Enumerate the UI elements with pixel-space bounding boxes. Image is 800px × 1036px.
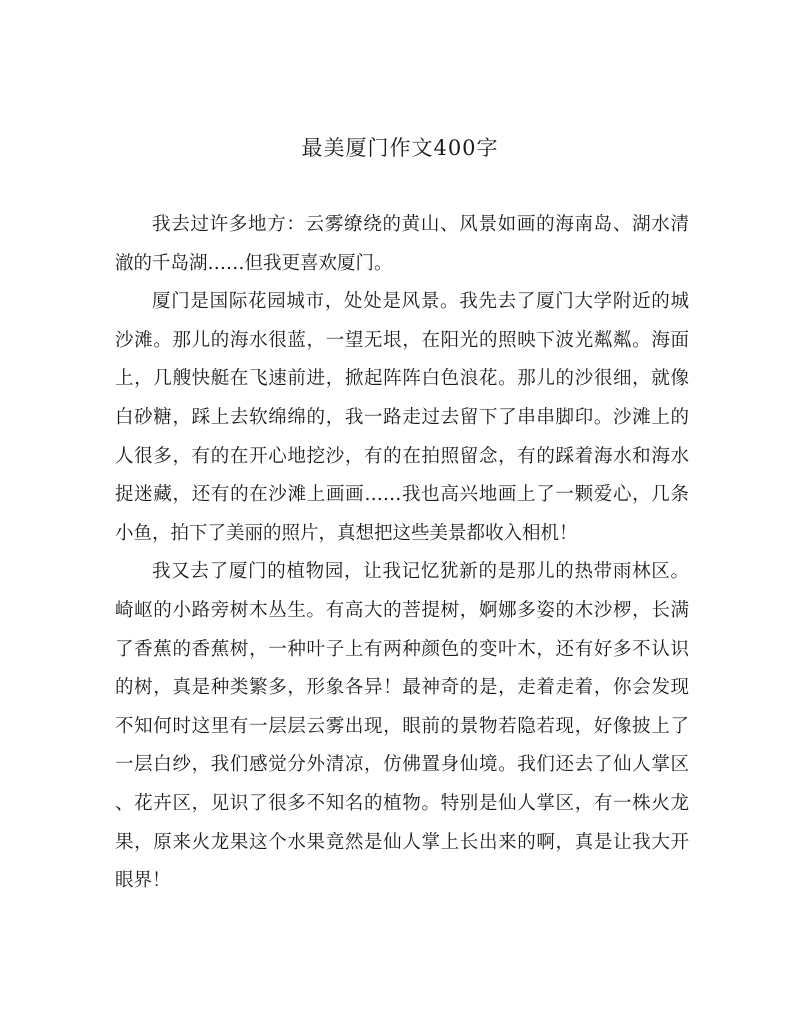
text-line: 、花卉区，见识了很多不知名的植物。特别是仙人掌区，有一株火龙	[115, 792, 689, 814]
text-line: 我又去了厦门的植物园，让我记忆犹新的是那儿的热带雨林区。	[152, 561, 689, 583]
text-line: 小鱼，拍下了美丽的照片，真想把这些美景都收入相机！	[115, 522, 578, 544]
paragraph	[115, 206, 689, 283]
text-line: 我去过许多地方：云雾缭绕的黄山、风景如画的海南岛、湖水清	[152, 214, 689, 235]
text-line: 果，原来火龙果这个水果竟然是仙人掌上长出来的啊，真是让我大开	[115, 831, 689, 853]
text-line: 了香蕉的香蕉树，一种叶子上有两种颜色的变叶木，还有好多不认识	[115, 638, 689, 660]
text-line: 沙滩。那儿的海水很蓝，一望无垠，在阳光的照映下波光粼粼。海面	[115, 329, 689, 351]
text-line: 捉迷藏，还有的在沙滩上画画……我也高兴地画上了一颗爱心，几条	[115, 484, 689, 506]
document-title: 最美厦门作文400字	[301, 136, 499, 160]
text-line: 的树，真是种类繁多，形象各异！最神奇的是，走着走着，你会发现	[115, 677, 689, 699]
text-line: 人很多，有的在开心地挖沙，有的在拍照留念，有的踩着海水和海水	[115, 445, 689, 467]
text-line: 一层白纱，我们感觉分外清凉，仿佛置身仙境。我们还去了仙人掌区	[115, 754, 689, 776]
text-line: 崎岖的小路旁树木丛生。有高大的菩提树，婀娜多姿的木沙椤，长满	[115, 599, 689, 621]
text-line: 不知何时这里有一层层云雾出现，眼前的景物若隐若现，好像披上了	[115, 715, 689, 737]
paragraph	[115, 283, 689, 553]
text-line: 上，几艘快艇在飞速前进，掀起阵阵白色浪花。那儿的沙很细，就像	[115, 368, 689, 390]
paragraph	[115, 553, 689, 900]
text-line: 澈的千岛湖……但我更喜欢厦门。	[115, 252, 393, 274]
text-line: 眼界！	[115, 870, 171, 892]
text-line: 白砂糖，踩上去软绵绵的，我一路走过去留下了串串脚印。沙滩上的	[115, 406, 689, 428]
document-body	[115, 206, 689, 901]
text-line: 厦门是国际花园城市，处处是风景。我先去了厦门大学附近的城	[152, 291, 689, 313]
